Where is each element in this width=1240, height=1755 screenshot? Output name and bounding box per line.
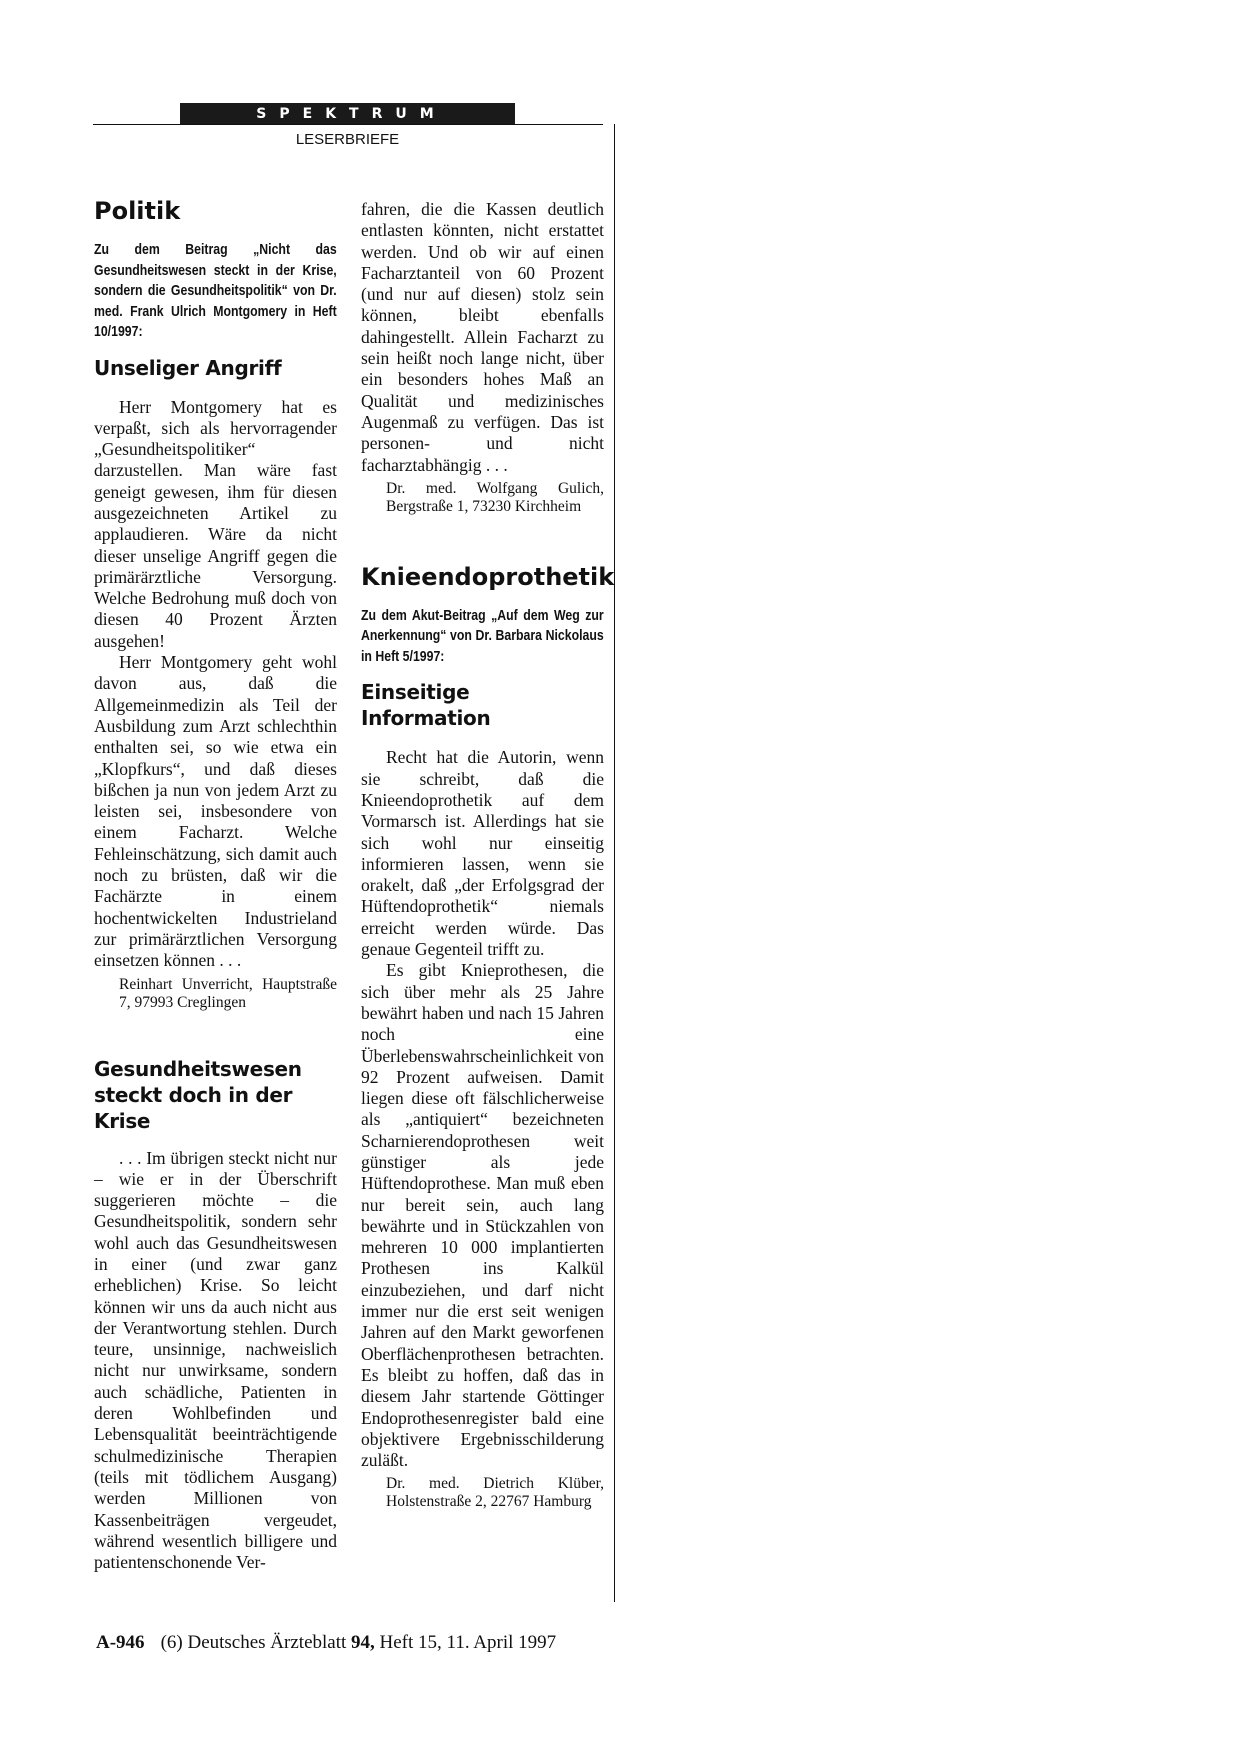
letter-paragraph: Recht hat die Autorin, wenn sie schreibt, daß die Knieendoprothetik auf dem Vormarsch ist. Allerdings hat sie sich wohl nur einseitig informieren lassen, wenn sie orakelt, daß „der Erfolgsgrad der Hüftendoprothetik“ niemals erreicht werden würde. Das genaue Gegenteil trifft zu. (361, 747, 604, 960)
letter-signature: Dr. med. Wolfgang Gulich, Bergstraße 1, 73230 Kirchheim (386, 479, 604, 515)
article-reference: Zu dem Beitrag „Nicht das Gesundheitswesen steckt in der Krise, sondern die Gesundheitspolitik“ von Dr. med. Frank Ulrich Montgomery in Heft 10/1997: (94, 241, 337, 340)
section-banner (180, 103, 515, 124)
section-title: SPEKTRUM (256, 105, 447, 122)
header-rule (93, 124, 603, 125)
publication-prefix: (6) Deutsches Ärzteblatt (160, 1632, 352, 1653)
letter-signature: Dr. med. Dietrich Klüber, Holstenstraße 2, 22767 Hamburg (386, 1475, 604, 1511)
letter-paragraph: fahren, die die Kassen deutlich entlasten könnten, nicht erstattet werden. Und ob wir auf einen Facharztanteil von 60 Prozent (und nur auf diesen) stolz sein können, bleibt ebenfalls dahingestellt. Allein Facharzt zu sein heißt noch lange nicht, über ein besonders hohes Maß an Qualität und medizinisches Augenmaß zu verfügen. Das ist personen- und nicht facharztabhängig . . . (361, 199, 604, 475)
letter-signature: Reinhart Unverricht, Hauptstraße 7, 97993 Creglingen (119, 975, 337, 1011)
spacer (361, 516, 604, 562)
spacer (94, 1012, 337, 1056)
subsection-title: LESERBRIEFE (295, 131, 400, 148)
left-column (94, 196, 337, 1573)
rubric-title: Politik (94, 197, 181, 225)
letter-paragraph: Herr Montgomery geht wohl davon aus, daß die Allgemeinmedizin als Teil der Ausbildung zum Arzt schlechthin enthalten sei, so wie etwa ein „Klopfkurs“, und daß dieses bißchen ja nun von jedem Arzt zu leisten sei, insbesondere von einem Facharzt. Welche Fehleinschätzung, sich damit auch noch zu brüsten, daß wir die Fachärzte in einem hochentwickelten Industrieland zur primärärztlichen Versorgung einsetzen können . . . (94, 652, 337, 971)
letter-headline: Einseitige Information (361, 680, 491, 731)
article-reference: Zu dem Akut-Beitrag „Auf dem Weg zur Anerkennung“ von Dr. Barbara Nickolaus in Heft 5/1997: (361, 606, 604, 665)
headline-line: Gesundheitswesen (94, 1056, 302, 1081)
letter-headline (94, 1056, 337, 1134)
issue-date: Heft 15, 11. April 1997 (374, 1632, 557, 1653)
page-footer (96, 1632, 556, 1654)
volume-number: 94, (351, 1632, 375, 1653)
right-column (361, 199, 615, 1511)
column-divider (614, 124, 615, 1602)
page-number: A-946 (96, 1632, 145, 1653)
rubric-title: Knieendoprothetik (361, 562, 615, 591)
letter-paragraph: . . . Im übrigen steckt nicht nur – wie er in der Überschrift suggerieren möchte – die Gesundheitspolitik, sondern sehr wohl auch das Gesundheitswesen in einer (und zwar ganz erheblichen) Krise. So leicht können wir uns da auch nicht aus der Verantwortung stehlen. Durch teure, unsinnige, nachweislich nicht nur unwirksame, sondern auch schädliche, Patienten in deren Wohlbefinden und Lebensqualität beeinträchtigende schulmedizinische Therapien (teils mit tödlichem Ausgang) werden Millionen von Kassenbeiträgen vergeudet, während wesentlich billigere und patientenschonende Ver- (94, 1147, 337, 1573)
letter-headline: Unseliger Angriff (94, 355, 282, 380)
headline-line: steckt doch in der Krise (94, 1082, 293, 1133)
letter-paragraph: Herr Montgomery hat es verpaßt, sich als hervorragender „Gesundheitspolitiker“ darzustellen. Man wäre fast geneigt gewesen, ihm für diesen ausgezeichneten Artikel zu applaudieren. Wäre da nicht dieser unselige Angriff gegen die primärärztliche Versorgung. Welche Bedrohung muß doch von diesen 40 Prozent Ärzten ausgehen! (94, 396, 337, 651)
letter-paragraph: Es gibt Knieprothesen, die sich über mehr als 25 Jahre bewährt haben und nach 15 Jahren noch eine Überlebenswahrscheinlichkeit von 92 Prozent aufweisen. Damit liegen diese oft fälschlicherweise als „antiquiert“ bezeichneten Scharnierendoprothesen weit günstiger als jede Hüftendoprothese. Man muß eben nur bereit sein, auch lang bewährte und in Stückzahlen von mehreren 10 000 implantierten Prothesen ins Kalkül einzubeziehen, und darf nicht immer nur die erst seit wenigen Jahren auf den Markt geworfenen Oberflächenprothesen betrachten. Es bleibt zu hoffen, daß das in diesem Jahr startende Göttinger Endoprothesenregister bald eine objektivere Ergebnisschilderung zuläßt. (361, 960, 604, 1471)
